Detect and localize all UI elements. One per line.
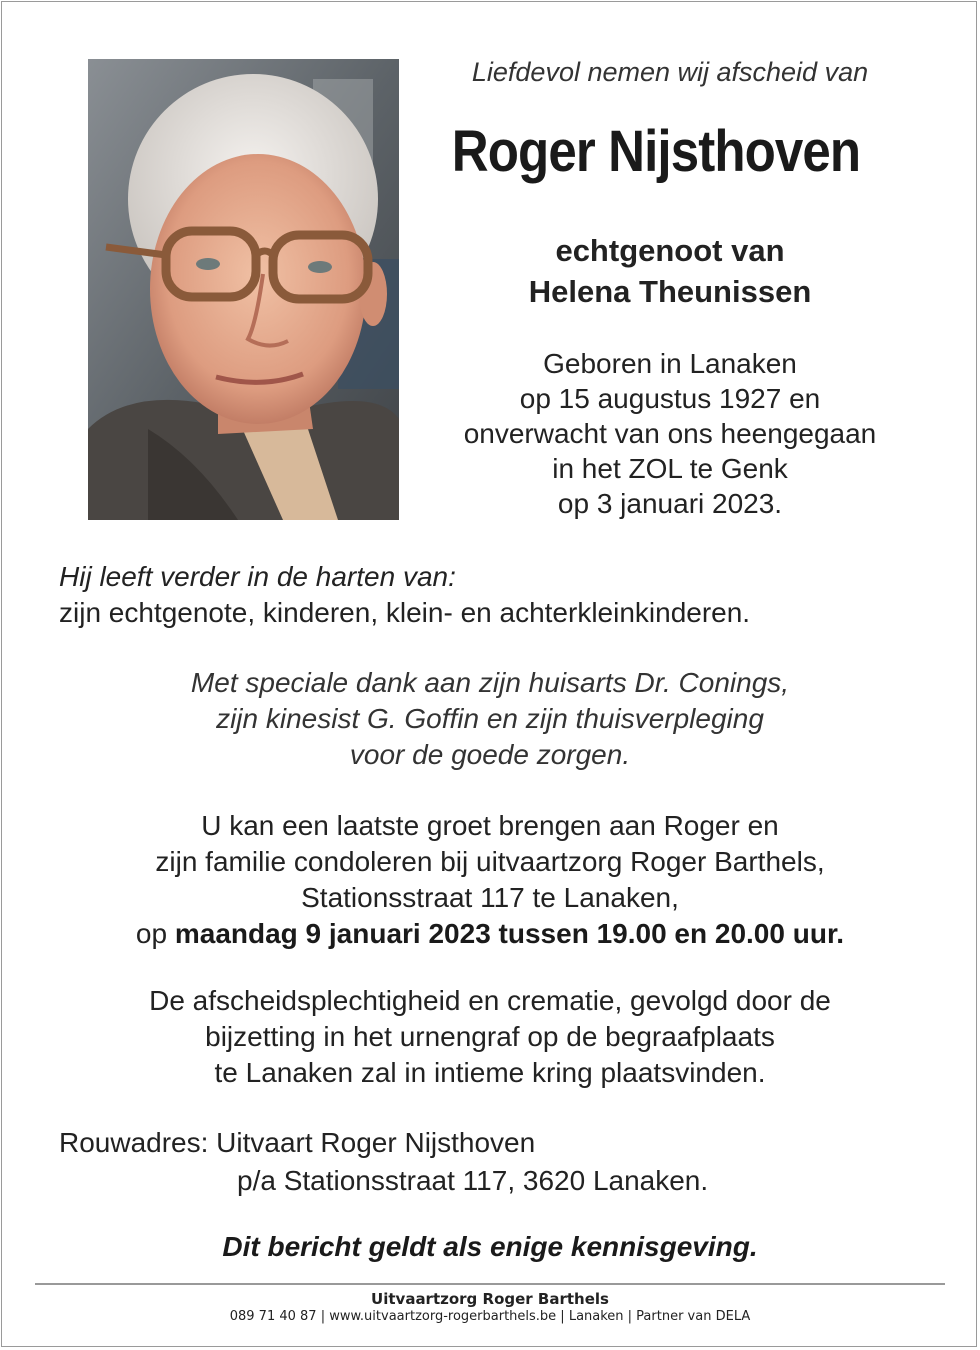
birth-line: in het ZOL te Genk	[552, 453, 788, 484]
notice-text: Dit bericht geldt als enige kennisgeving.	[222, 1231, 758, 1262]
visitation-line: U kan een laatste groet brengen aan Roger en	[201, 810, 779, 841]
survivors-heading: Hij leeft verder in de harten van:	[59, 561, 456, 592]
deceased-name: Roger Nijsthoven	[451, 119, 861, 184]
thanks-block	[0, 665, 980, 773]
visitation-line: Stationsstraat 117 te Lanaken,	[301, 882, 679, 913]
survivors-block	[59, 559, 939, 631]
ceremony-line: De afscheidsplechtigheid en crematie, gevolgd door de	[149, 985, 831, 1016]
thanks-line: voor de goede zorgen.	[349, 739, 631, 770]
ceremony-line: te Lanaken zal in intieme kring plaatsvinden.	[214, 1057, 766, 1088]
address-line: Rouwadres: Uitvaart Roger Nijsthoven	[59, 1127, 536, 1158]
visitation-block	[0, 808, 980, 952]
visitation-date-prefix: op	[135, 918, 175, 949]
mourning-address	[59, 1124, 939, 1200]
spouse-label: echtgenoot van	[555, 233, 785, 268]
spouse-name: Helena Theunissen	[528, 274, 812, 309]
visitation-date: maandag 9 januari 2023 tussen 19.00 en 20.00 uur.	[174, 918, 845, 949]
funeral-home-contact: 089 71 40 87 | www.uitvaartzorg-rogerbarthels.be | Lanaken | Partner van DELA	[229, 1309, 751, 1324]
intro-text: Liefdevol nemen wij afscheid van	[471, 57, 869, 87]
birth-line: op 3 januari 2023.	[557, 488, 783, 519]
portrait-photo	[88, 59, 399, 520]
birth-line: onverwacht van ons heengegaan	[463, 418, 877, 449]
footer-divider	[35, 1283, 945, 1285]
visitation-date-line	[0, 916, 980, 952]
address-line: p/a Stationsstraat 117, 3620 Lanaken.	[237, 1165, 709, 1196]
survivors-text: zijn echtgenote, kinderen, klein- en achterkleinkinderen.	[59, 597, 751, 628]
ceremony-block	[0, 983, 980, 1091]
birth-death-details	[420, 346, 920, 521]
visitation-line: zijn familie condoleren bij uitvaartzorg Roger Barthels,	[155, 846, 825, 877]
birth-line: op 15 augustus 1927 en	[519, 383, 821, 414]
ceremony-line: bijzetting in het urnengraf op de begraafplaats	[205, 1021, 775, 1052]
birth-line: Geboren in Lanaken	[543, 348, 797, 379]
thanks-line: Met speciale dank aan zijn huisarts Dr. Conings,	[190, 667, 790, 698]
funeral-home-name: Uitvaartzorg Roger Barthels	[371, 1290, 609, 1308]
spouse-block	[420, 230, 920, 312]
thanks-line: zijn kinesist G. Goffin en zijn thuisverpleging	[216, 703, 764, 734]
